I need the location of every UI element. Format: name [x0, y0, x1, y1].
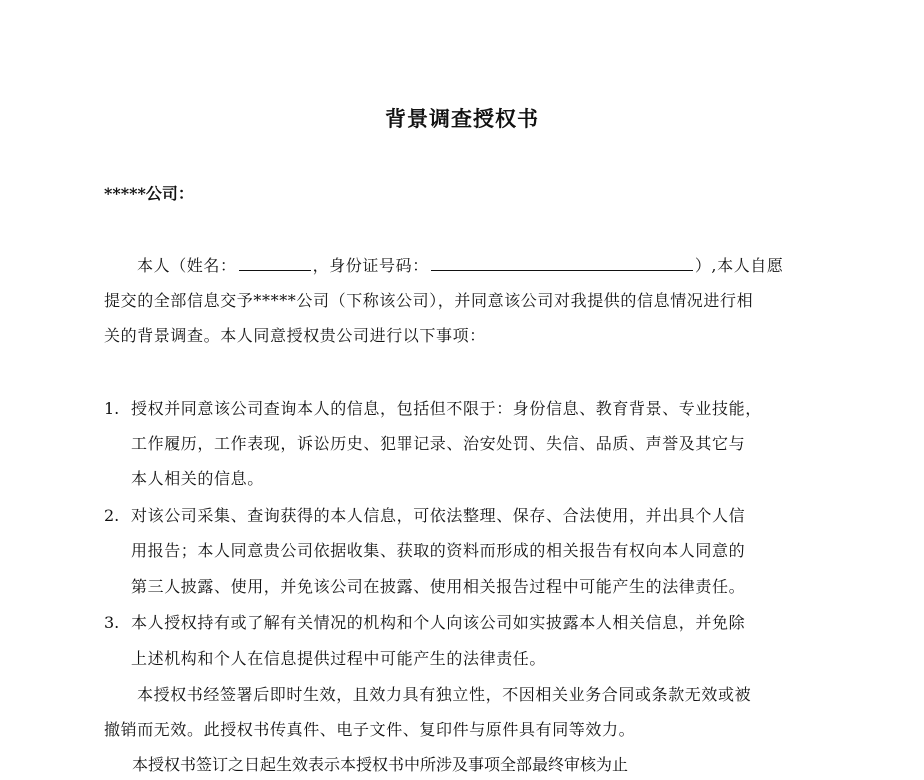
id-number-blank[interactable]	[431, 252, 693, 271]
intro-line-1	[137, 251, 784, 281]
closing-line-2: 撤销而无效。此授权书传真件、电子文件、复印件与原件具有同等效力。	[104, 720, 636, 739]
item-2-line-3: 第三人披露、使用，并免该公司在披露、使用相关报告过程中可能产生的法律责任。	[131, 577, 746, 596]
addressee: *****公司：	[104, 184, 194, 203]
closing-line-3-partial: 本授权书签订之日起生效表示本授权书中所涉及事项全部最终审核为止	[132, 755, 629, 774]
item-3-line-1: 本人授权持有或了解有关情况的机构和个人向该公司如实披露本人相关信息，并免除	[131, 613, 746, 632]
intro-line-3: 关的背景调查。本人同意授权贵公司进行以下事项：	[104, 326, 486, 345]
closing-line-1: 本授权书经签署后即时生效，且效力具有独立性，不因相关业务合同或条款无效或被	[137, 685, 752, 704]
item-3-line-2: 上述机构和个人在信息提供过程中可能产生的法律责任。	[131, 649, 547, 668]
item-2-line-2: 用报告；本人同意贵公司依据收集、获取的资料而形成的相关报告有权向本人同意的	[131, 541, 746, 560]
item-2-number: 2.	[104, 506, 120, 525]
item-1-line-1: 授权并同意该公司查询本人的信息，包括但不限于：身份信息、教育背景、专业技能，	[131, 399, 762, 418]
intro-voluntary: ）,本人自愿	[694, 256, 784, 275]
item-1-line-3: 本人相关的信息。	[131, 469, 264, 488]
document-title: 背景调查授权书	[385, 106, 539, 131]
item-3-number: 3.	[104, 613, 120, 632]
item-2-line-1: 对该公司采集、查询获得的本人信息，可依法整理、保存、合法使用，并出具个人信	[131, 506, 746, 525]
intro-id-label: ，身份证号码：	[312, 256, 429, 275]
item-1-number: 1.	[104, 399, 120, 418]
intro-line-2: 提交的全部信息交予*****公司（下称该公司），并同意该公司对我提供的信息情况进行相	[104, 291, 754, 310]
item-1-line-2: 工作履历，工作表现，诉讼历史、犯罪记录、治安处罚、失信、品质、声誉及其它与	[131, 434, 746, 453]
intro-name-label: 本人（姓名：	[137, 256, 237, 275]
name-blank[interactable]	[239, 252, 311, 271]
